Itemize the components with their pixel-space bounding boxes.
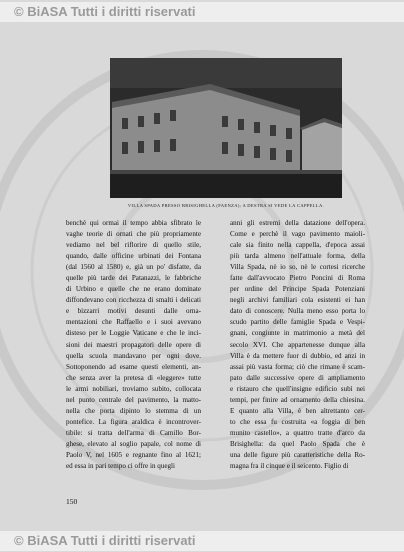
text-column-left: [66, 218, 201, 472]
text-line: le armi nobiliari, troviamo subito, collocata: [66, 384, 201, 393]
text-line: assai più vasta forma; ciò che rimane è scam-: [230, 362, 365, 371]
text-line: Villa Spada, nè io so, nè le cortesi ricerche: [230, 263, 365, 272]
text-line: Sottoponendo ad esame questi elementi, an-: [66, 362, 201, 371]
text-line: più tarda almeno nell'attuale forma, della: [230, 252, 365, 261]
text-column-right: [230, 218, 365, 472]
text-line: mentazioni che Raffaello e i suoi avevano: [66, 318, 201, 327]
villa-photograph: [110, 58, 342, 198]
text-line: pato dalle successive opere di ampliamento: [230, 373, 365, 382]
text-line: ed essa in pari tempo ci offre in quegli: [66, 462, 176, 471]
page-number: 150: [66, 497, 78, 506]
text-line: una delle figure più caratteristiche della Ro-: [230, 450, 365, 459]
text-line: ghese, elevato al soglio papale, col nome di: [66, 439, 201, 448]
text-line: nel punto centrale del pavimento, la matto-: [66, 395, 201, 404]
text-line: vediamo nel bel riflorire di quello stile,: [66, 241, 201, 250]
text-line: cale sia finito nella cappella, d'epoca assai: [230, 241, 365, 250]
text-line: tempi, per finire ad ornamento della chiesina.: [230, 395, 365, 404]
text-line: to che essa fu costruita «a foggia di ben: [230, 417, 365, 426]
text-line: per ordine del Principe Spada Potenziani: [230, 285, 365, 294]
text-line: e bizzarri motivi desunti dalle orna-: [66, 307, 201, 316]
text-line: vaghe teorie di ornati che più propriamente: [66, 230, 201, 239]
text-line: munito castello», a quattro tratte d'arco da: [230, 428, 365, 437]
text-line: anni gli estremi della datazione dell'opera.: [230, 219, 365, 227]
copyright-watermark-bottom: © BiASA Tutti i diritti riservati: [0, 531, 404, 551]
text-line: quando, dalle officine urbinati dei Fontana: [66, 252, 201, 261]
text-line: e ristauro che quell'insigne edificio subì nei: [230, 384, 365, 393]
text-line: benchè qui ormai il tempo abbia sfibrato le: [66, 219, 201, 227]
text-line: tibile: si tratta dell'arma di Camillo Bor-: [66, 428, 201, 437]
text-line: negli archivi familiari cola esistenti ei han: [230, 296, 365, 305]
text-line: nella che porta dipinto lo stemma di un: [66, 406, 201, 415]
text-line: fatte dall'avvocato Pietro Poncini di Roma: [230, 274, 365, 283]
text-line: sioni dei maestri propagatori delle opere di: [66, 340, 201, 349]
villa-image: [110, 58, 342, 198]
text-line: scudo partito delle famiglie Spada e Vespi-: [230, 318, 365, 327]
text-line: magna fra il cinque e il seicento. Figlio di: [230, 462, 349, 471]
copyright-watermark-top: © BiASA Tutti i diritti riservati: [0, 2, 404, 22]
text-line: diffondevano con ricchezza di smalti i delicati: [66, 296, 201, 305]
text-line: Brisighella: da quel Paolo Spada che è: [230, 439, 365, 448]
text-line: dato di conoscere. Nulla meno esso porta lo: [230, 307, 365, 316]
figure-caption: VILLA SPADA PRESSO BRISIGHELLA (FAENZA); A DESTRA SI VEDE LA CAPPELLA.: [127, 203, 325, 208]
text-line: pontefice. La figura araldica è incontrover-: [66, 417, 201, 426]
text-line: Come e perchè il vago pavimento maioli-: [230, 230, 365, 239]
text-line: quella scuola mandavano per ogni dove.: [66, 351, 201, 360]
text-line: gnani, congiunte in matrimonio a metà del: [230, 329, 365, 338]
text-line: E quanto alla Villa, è ben altrettanto cer-: [230, 406, 365, 415]
text-line: disteso per le Loggie Vaticane e che le inci-: [66, 329, 201, 338]
text-line: quelle più tarde dei Patanazzi, le fabbriche: [66, 274, 201, 283]
text-line: Villa è da mettere fuor di dubbio, ed anzi in: [230, 351, 365, 360]
text-line: (dal 1560 al 1580) e, già un po' disfatte, da: [66, 263, 201, 272]
text-line: secolo XVI. Che appartenesse dunque alla: [230, 340, 365, 349]
text-line: Paolo V, nel 1605 e regnante fino al 1621;: [66, 450, 201, 459]
text-line: di Urbino e quelle che ne erano dominate: [66, 285, 201, 294]
text-line: che senza aver la pretesa di «leggere» tutte: [66, 373, 201, 382]
